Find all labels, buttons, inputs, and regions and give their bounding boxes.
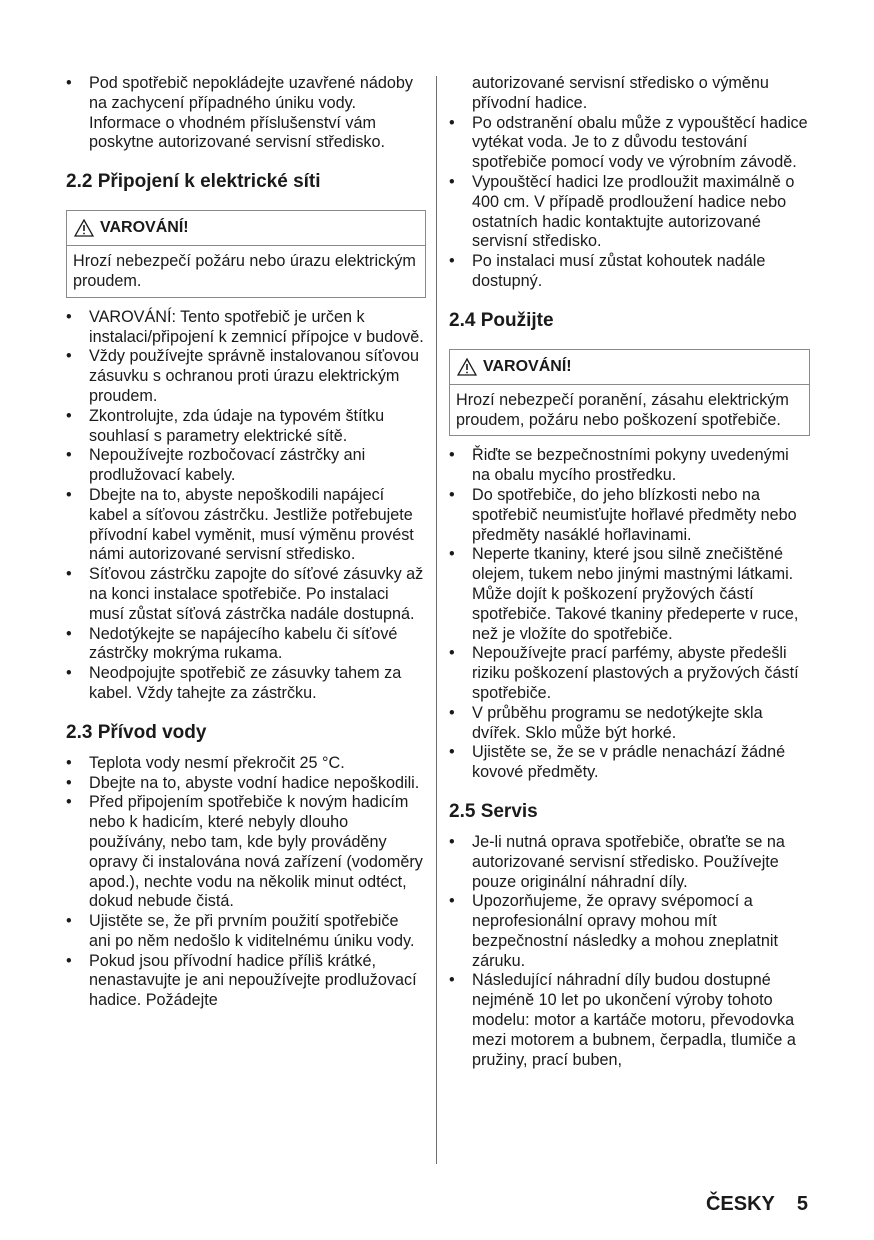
column-divider [436,76,437,1164]
service-list [449,833,810,1071]
warning-triangle-icon [457,358,477,376]
list-item: • Vždy používejte správně instalovanou síťovou zásuvku s ochranou proti úrazu elektrickým proudem. [66,347,424,406]
electrical-list [66,308,424,704]
list-item: • Nepoužívejte prací parfémy, abyste předešli riziku poškození plastových a pryžových částí spotřebiče. [449,644,810,703]
list-item: • Ujistěte se, že se v prádle nenachází žádné kovové předměty. [449,743,810,783]
list-item: • Dbejte na to, abyste nepoškodili napájecí kabel a síťovou zástrčku. Jestliže potřebujete přívodní kabel vyměnit, musí výměnu provést námi autorizované servisní středisko. [66,486,424,565]
list-item: • Před připojením spotřebiče k novým hadicím nebo k hadicím, které nebyly dlouho používány, nebo tam, kde byly prováděny opravy či instalována nová zařízení (vodoměry apod.), nechte vodu na několik minut odtéct, dokud nebude čistá. [66,793,424,912]
warning-title: VAROVÁNÍ! [100,219,189,237]
warning-title: VAROVÁNÍ! [483,357,572,375]
list-item: • Řiďte se bezpečnostními pokyny uvedenými na obalu mycího prostředku. [449,446,810,486]
list-item: • Po odstranění obalu může z vypouštěcí hadice vytékat voda. Je to z důvodu testování spotřebiče pomocí vody ve výrobním závodě. [449,114,810,173]
list-item: • V průběhu programu se nedotýkejte skla dvířek. Sklo může být horké. [449,704,810,744]
warning-text: Hrozí nebezpečí poranění, zásahu elektrickým proudem, požáru nebo poškození spotřebiče. [456,390,789,429]
list-item: • Neperte tkaniny, které jsou silně znečištěné olejem, tukem nebo jinými mastnými látkami. Může dojít k poškození pryžových částí spotřebiče. Takové tkaniny předeperte v ruce, než je vložíte do spotřebiče. [449,545,810,644]
continuation-list [449,74,810,114]
page-number: 5 [796,1193,808,1215]
section-title-2-4: 2.4 Použijte [449,309,554,331]
warning-header [450,350,809,385]
section-title-2-5: 2.5 Servis [449,800,538,822]
list-item-continuation: autorizované servisní středisko o výměnu přívodní hadice. [472,74,769,112]
list-item: • Pokud jsou přívodní hadice příliš krátké, nenastavujte je ani nepoužívejte prodlužovací hadice. Požádejte [66,952,424,1011]
list-item: • Po instalaci musí zůstat kohoutek nadále dostupný. [449,252,810,292]
water-supply-list [66,754,424,1011]
intro-list [66,74,424,153]
list-item: • Síťovou zástrčku zapojte do síťové zásuvky až na konci instalace spotřebiče. Po instalaci musí zůstat síťová zástrčka nadále dostupná. [66,565,424,624]
list-item: • Nepoužívejte rozbočovací zástrčky ani prodlužovací kabely. [66,446,424,486]
list-item: • Pod spotřebič nepokládejte uzavřené nádoby na zachycení případného úniku vody. Informace o vhodném příslušenství vám poskytne autorizované servisní středisko. [66,74,424,153]
list-item: • Upozorňujeme, že opravy svépomocí a neprofesionální opravy mohou mít bezpečnostní následky a mohou zneplatnit záruku. [449,892,810,971]
list-item: • Vypouštěcí hadici lze prodloužit maximálně o 400 cm. V případě prodloužení hadice nebo ostatních hadic kontaktujte autorizované servisní středisko. [449,173,810,252]
warning-triangle-icon [74,219,94,237]
warning-header [67,211,425,246]
section-title-2-2: 2.2 Připojení k elektrické síti [66,171,321,193]
warning-text: Hrozí nebezpečí požáru nebo úrazu elektrickým proudem. [73,252,416,290]
list-item: • Následující náhradní díly budou dostupné nejméně 10 let po ukončení výroby tohoto modelu: motor a kartáče motoru, převodovka mezi motorem a bubnem, čerpadla, tlumiče a pružiny, prací buben, [449,971,810,1070]
list-item: • Teplota vody nesmí překročit 25 °C. [66,754,424,774]
footer-language: ČESKY [705,1193,775,1215]
water-supply-list-continued [449,114,810,292]
list-item: • Do spotřebiče, do jeho blízkosti nebo na spotřebič neumisťujte hořlavé předměty nebo předměty nasáklé hořlavinami. [449,486,810,545]
list-item: • VAROVÁNÍ: Tento spotřebič je určen k instalaci/připojení k zemnicí přípojce v budově. [66,308,424,348]
warning-box-electrical [66,210,426,298]
right-column [449,74,810,1070]
list-item: • Ujistěte se, že při prvním použití spotřebiče ani po něm nedošlo k viditelnému úniku vody. [66,912,424,952]
list-item: • Je-li nutná oprava spotřebiče, obraťte se na autorizované servisní středisko. Používejte pouze originální náhradní díly. [449,833,810,892]
left-column [66,74,424,1011]
section-title-2-3: 2.3 Přívod vody [66,721,207,743]
use-list [449,446,810,783]
list-item: • Nedotýkejte se napájecího kabelu či síťové zástrčky mokrýma rukama. [66,625,424,665]
list-item: • Neodpojujte spotřebič ze zásuvky tahem za kabel. Vždy tahejte za zástrčku. [66,664,424,704]
list-item: • Zkontrolujte, zda údaje na typovém štítku souhlasí s parametry elektrické sítě. [66,407,424,447]
page-footer [706,1193,808,1216]
warning-box-use [449,349,810,437]
list-item: • Dbejte na to, abyste vodní hadice nepoškodili. [66,774,424,794]
